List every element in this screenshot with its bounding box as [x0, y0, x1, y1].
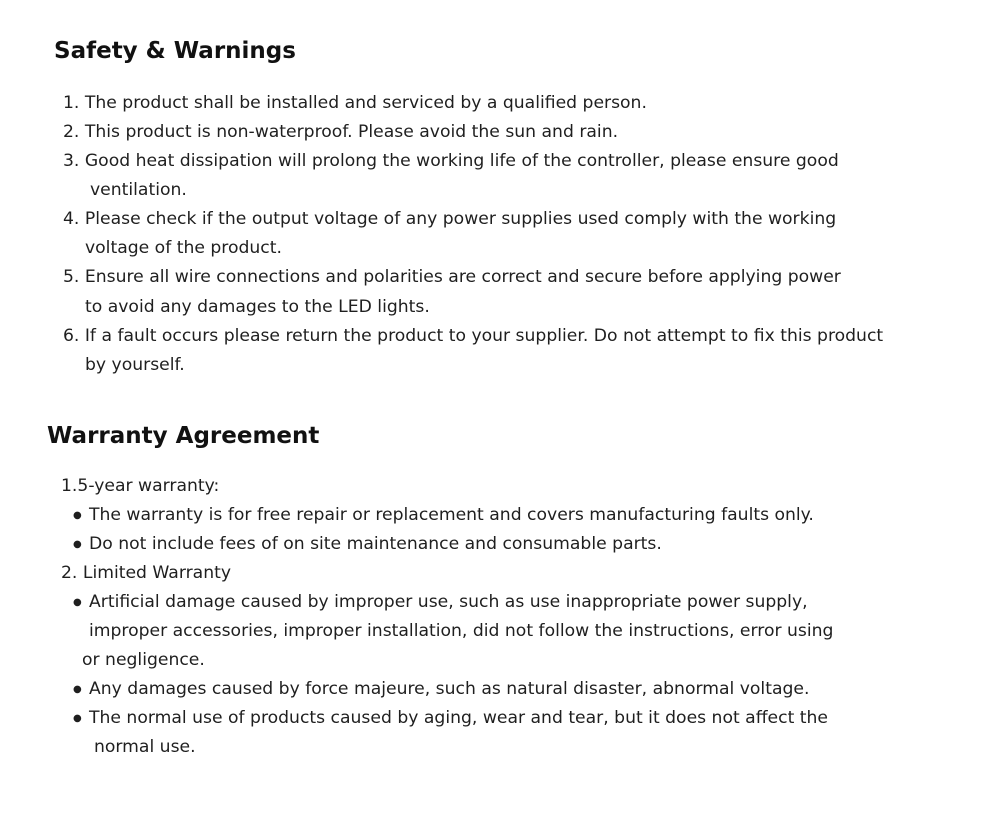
- warranty-section-2-heading: 2. Limited Warranty: [61, 563, 232, 583]
- warranty-agreement-heading: Warranty Agreement: [47, 423, 320, 449]
- safety-item-4: 4. Please check if the output voltage of any power supplies used comply with the working: [63, 209, 837, 229]
- safety-item-6-continued: by yourself.: [85, 355, 185, 375]
- safety-item-4-continued: voltage of the product.: [85, 238, 282, 258]
- limited-warranty-bullet-continued: or negligence.: [82, 650, 205, 670]
- limited-warranty-bullet: ● Artificial damage caused by improper use, such as use inappropriate power supply,: [73, 591, 808, 614]
- warranty-bullet: ● The warranty is for free repair or replacement and covers manufacturing faults only.: [73, 504, 814, 527]
- limited-warranty-bullet: ● The normal use of products caused by aging, wear and tear, but it does not affect the: [73, 707, 828, 730]
- warranty-section-1-heading: 1.5-year warranty:: [61, 476, 220, 496]
- safety-item-6: 6. If a fault occurs please return the product to your supplier. Do not attempt to fix this product: [63, 326, 884, 346]
- safety-item-3: 3. Good heat dissipation will prolong the working life of the controller, please ensure good: [63, 151, 839, 171]
- warranty-bullet: ● Do not include fees of on site maintenance and consumable parts.: [73, 533, 662, 556]
- safety-item-5-continued: to avoid any damages to the LED lights.: [85, 297, 430, 317]
- safety-item-3-continued: ventilation.: [90, 180, 187, 200]
- safety-warnings-heading: Safety & Warnings: [54, 38, 296, 64]
- safety-item-2: 2. This product is non-waterproof. Please avoid the sun and rain.: [63, 122, 619, 142]
- limited-warranty-bullet: ● Any damages caused by force majeure, such as natural disaster, abnormal voltage.: [73, 678, 809, 701]
- safety-item-5: 5. Ensure all wire connections and polarities are correct and secure before applying power: [63, 267, 841, 287]
- safety-item-1: 1. The product shall be installed and serviced by a qualified person.: [63, 93, 647, 113]
- limited-warranty-bullet-continued: improper accessories, improper installation, did not follow the instructions, error using: [89, 621, 834, 641]
- limited-warranty-bullet-continued: normal use.: [94, 737, 196, 757]
